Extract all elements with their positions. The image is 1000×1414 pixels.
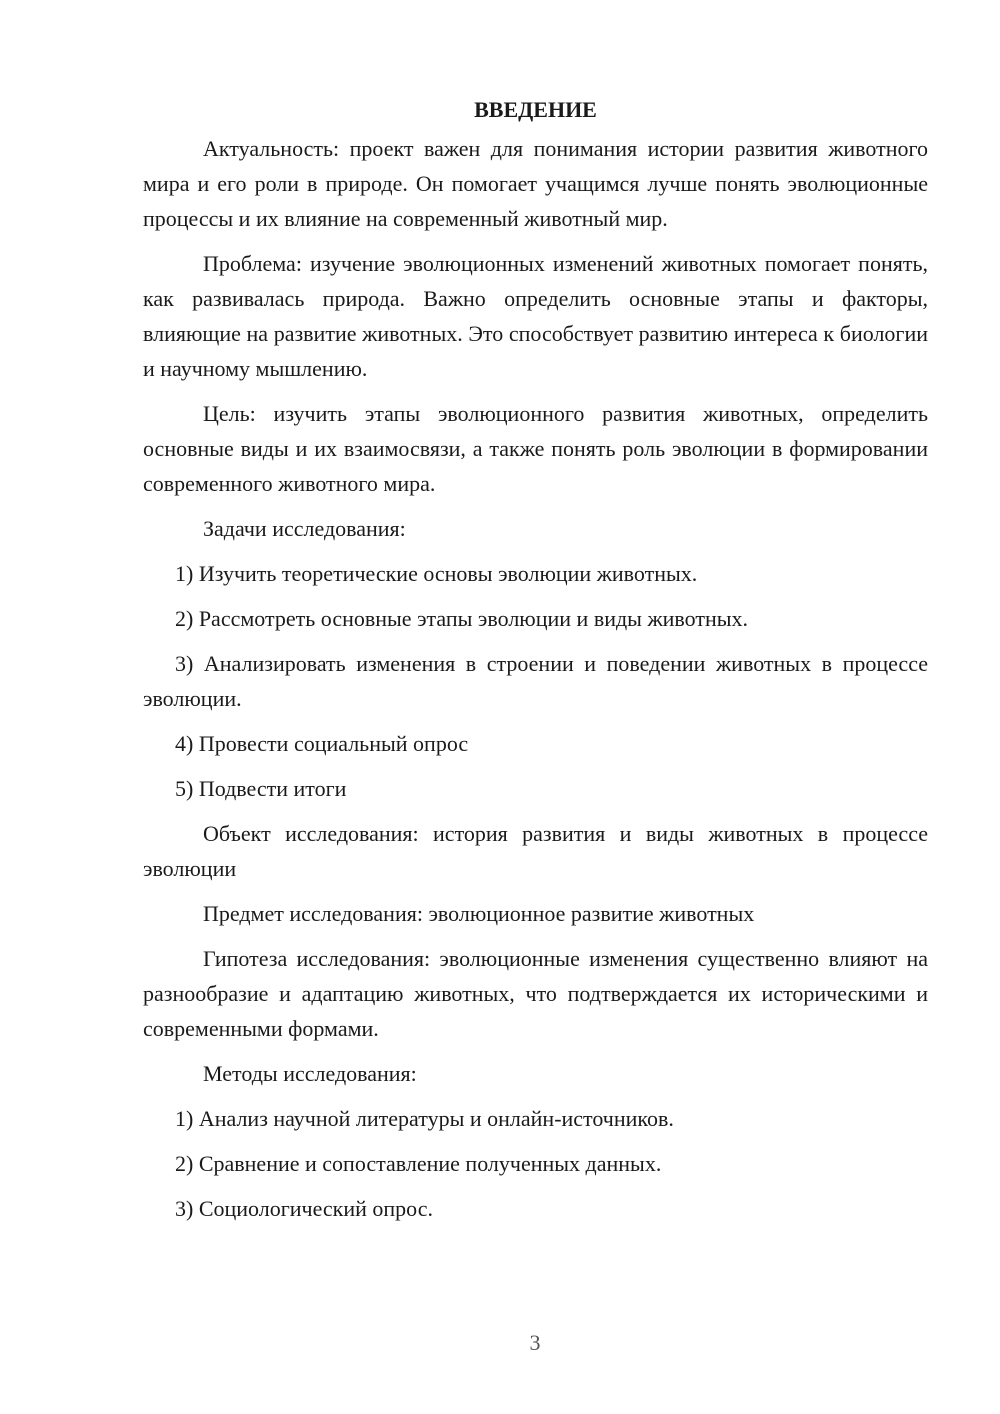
method-item: 1) Анализ научной литературы и онлайн-источников. xyxy=(175,1106,674,1131)
methods-heading: Методы исследования: xyxy=(203,1061,417,1086)
goal-paragraph: Цель: изучить этапы эволюционного развития животных, определить основные виды и их взаимосвязи, а также понять роль эволюции в формировании современного животного мира. xyxy=(143,401,928,496)
problem-paragraph: Проблема: изучение эволюционных изменений животных помогает понять, как развивалась природа. Важно определить основные этапы и факторы, влияющие на развитие животных. Это способствует развитию интереса к биологии и научному мышлению. xyxy=(143,251,928,381)
method-item: 3) Социологический опрос. xyxy=(175,1196,433,1221)
task-item: 1) Изучить теоретические основы эволюции животных. xyxy=(175,561,698,586)
task-item: 3) Анализировать изменения в строении и поведении животных в процессе эволюции. xyxy=(143,651,928,711)
method-item: 2) Сравнение и сопоставление полученных данных. xyxy=(175,1151,662,1176)
hypothesis-paragraph: Гипотеза исследования: эволюционные изменения существенно влияют на разнообразие и адаптацию животных, что подтверждается их историческими и современными формами. xyxy=(143,946,928,1041)
relevance-paragraph: Актуальность: проект важен для понимания истории развития животного мира и его роли в природе. Он помогает учащимся лучше понять эволюционные процессы и их влияние на современный животный мир. xyxy=(143,136,928,231)
object-paragraph: Объект исследования: история развития и виды животных в процессе эволюции xyxy=(143,821,928,881)
section-title: ВВЕДЕНИЕ xyxy=(474,97,597,122)
subject-paragraph: Предмет исследования: эволюционное развитие животных xyxy=(203,901,755,926)
task-item: 5) Подвести итоги xyxy=(175,776,347,801)
page-number: 3 xyxy=(529,1330,541,1355)
task-item: 4) Провести социальный опрос xyxy=(175,731,469,756)
task-item: 2) Рассмотреть основные этапы эволюции и виды животных. xyxy=(175,606,749,631)
page-content xyxy=(143,92,928,1236)
tasks-heading: Задачи исследования: xyxy=(203,516,406,541)
